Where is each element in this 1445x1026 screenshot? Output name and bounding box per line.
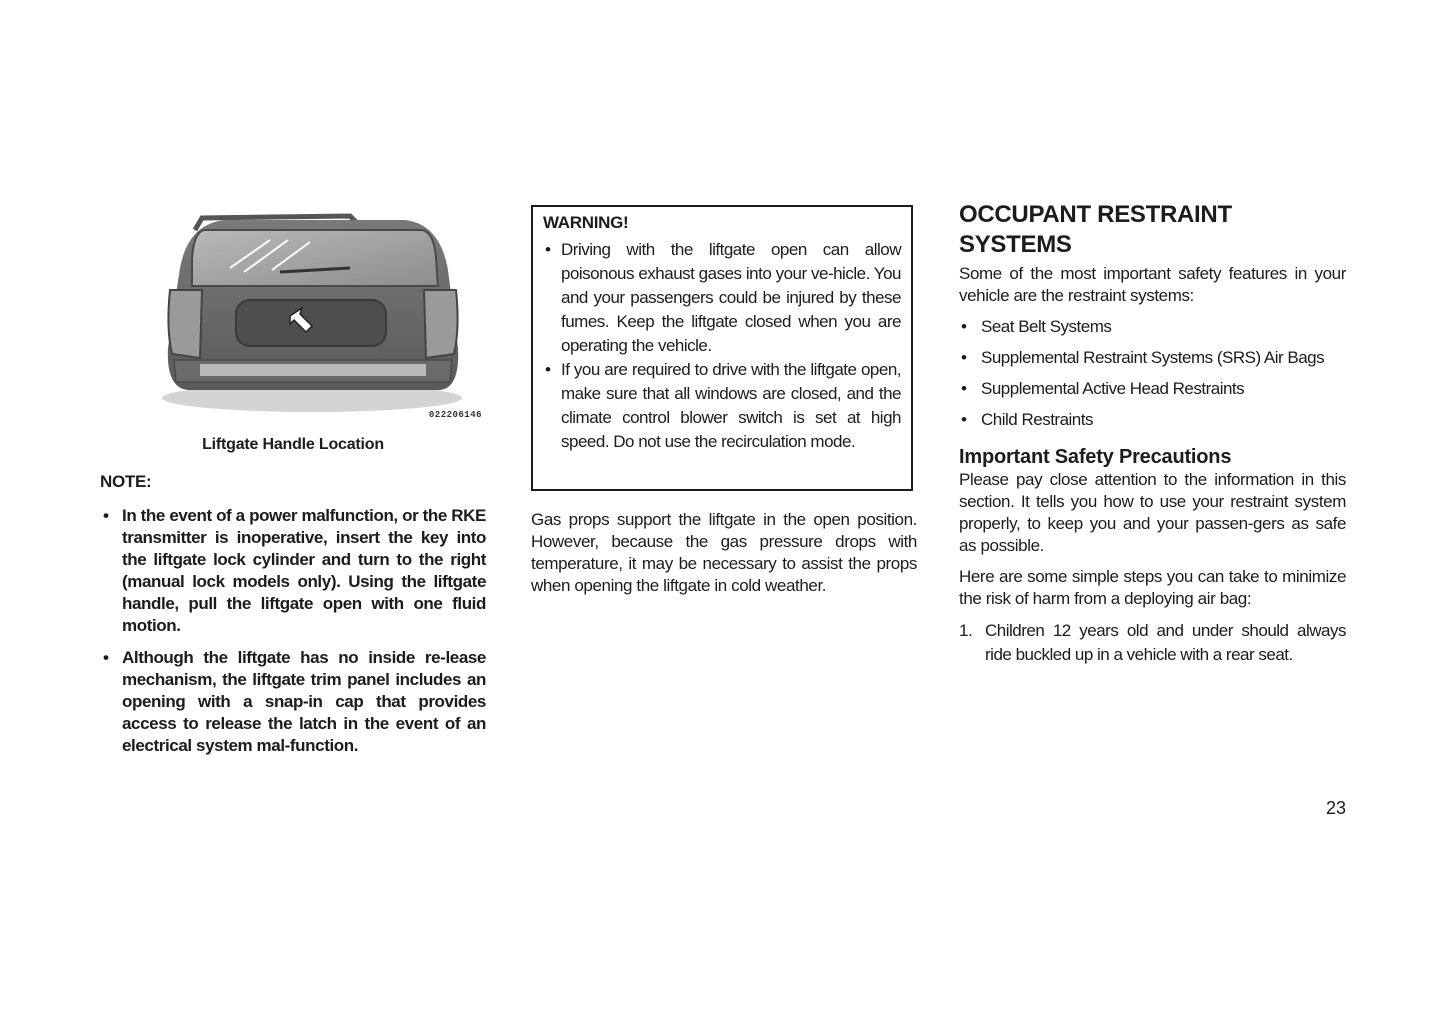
restraint-item: • Supplemental Restraint Systems (SRS) Air Bags — [959, 347, 1346, 369]
image-code: 022206146 — [428, 410, 482, 420]
restraint-item: • Seat Belt Systems — [959, 316, 1346, 338]
warning-item: • Driving with the liftgate open can allow poisonous exhaust gases into your ve-hicle. You and your passengers could be injured by these fumes. Keep the liftgate closed when you are operating the vehicle. — [543, 238, 901, 358]
steps-intro-paragraph: Here are some simple steps you can take to minimize the risk of harm from a deploying air bag: — [959, 567, 1346, 608]
note-item: • In the event of a power malfunction, or the RKE transmitter is inoperative, insert the key into the liftgate lock cylinder and turn to the right (manual lock models only). Using the liftgate handle, pull the liftgate open with one fluid motion. — [100, 505, 486, 637]
precautions-paragraph: Please pay close attention to the information in this section. It tells you how to use your restraint system properly, to keep you and your passen-gers as safe as possible. — [959, 470, 1346, 555]
section-heading: OCCUPANT RESTRAINT SYSTEMS — [959, 201, 1232, 258]
page-number: 23 — [1325, 798, 1346, 818]
figure-caption: Liftgate Handle Location — [202, 436, 384, 453]
step-text: Children 12 years old and under should always ride buckled up in a vehicle with a rear seat. — [985, 621, 1346, 664]
note-list — [100, 505, 486, 767]
note-item: • Although the liftgate has no inside re-lease mechanism, the liftgate trim panel includes an opening with a snap-in cap that provides access to release the latch in the event of an electrical system mal-function. — [100, 647, 486, 757]
occupant-section — [959, 263, 1346, 667]
step-number: 1. — [959, 621, 973, 640]
steps-list — [959, 619, 1346, 667]
restraint-item: • Child Restraints — [959, 409, 1346, 431]
warning-list — [543, 238, 901, 454]
liftgate-photo — [140, 198, 486, 430]
step-item — [959, 619, 1346, 667]
restraint-item: • Supplemental Active Head Restraints — [959, 378, 1346, 400]
warning-box — [531, 205, 913, 491]
note-label: NOTE: — [100, 472, 152, 491]
intro-paragraph: Some of the most important safety features in your vehicle are the restraint systems: — [959, 264, 1346, 305]
warning-title: WARNING! — [543, 213, 629, 232]
subheading: Important Safety Precautions — [959, 446, 1232, 468]
gas-props-paragraph: Gas props support the liftgate in the open position. However, because the gas pressure drops with temperature, it may be necessary to assist the props when opening the liftgate in cold weather. — [531, 510, 917, 595]
vehicle-rear-illustration — [140, 198, 486, 430]
restraint-list — [959, 316, 1346, 431]
warning-item: • If you are required to drive with the liftgate open, make sure that all windows are closed, and the climate control blower switch is set at high speed. Do not use the recirculation mode. — [543, 358, 901, 454]
